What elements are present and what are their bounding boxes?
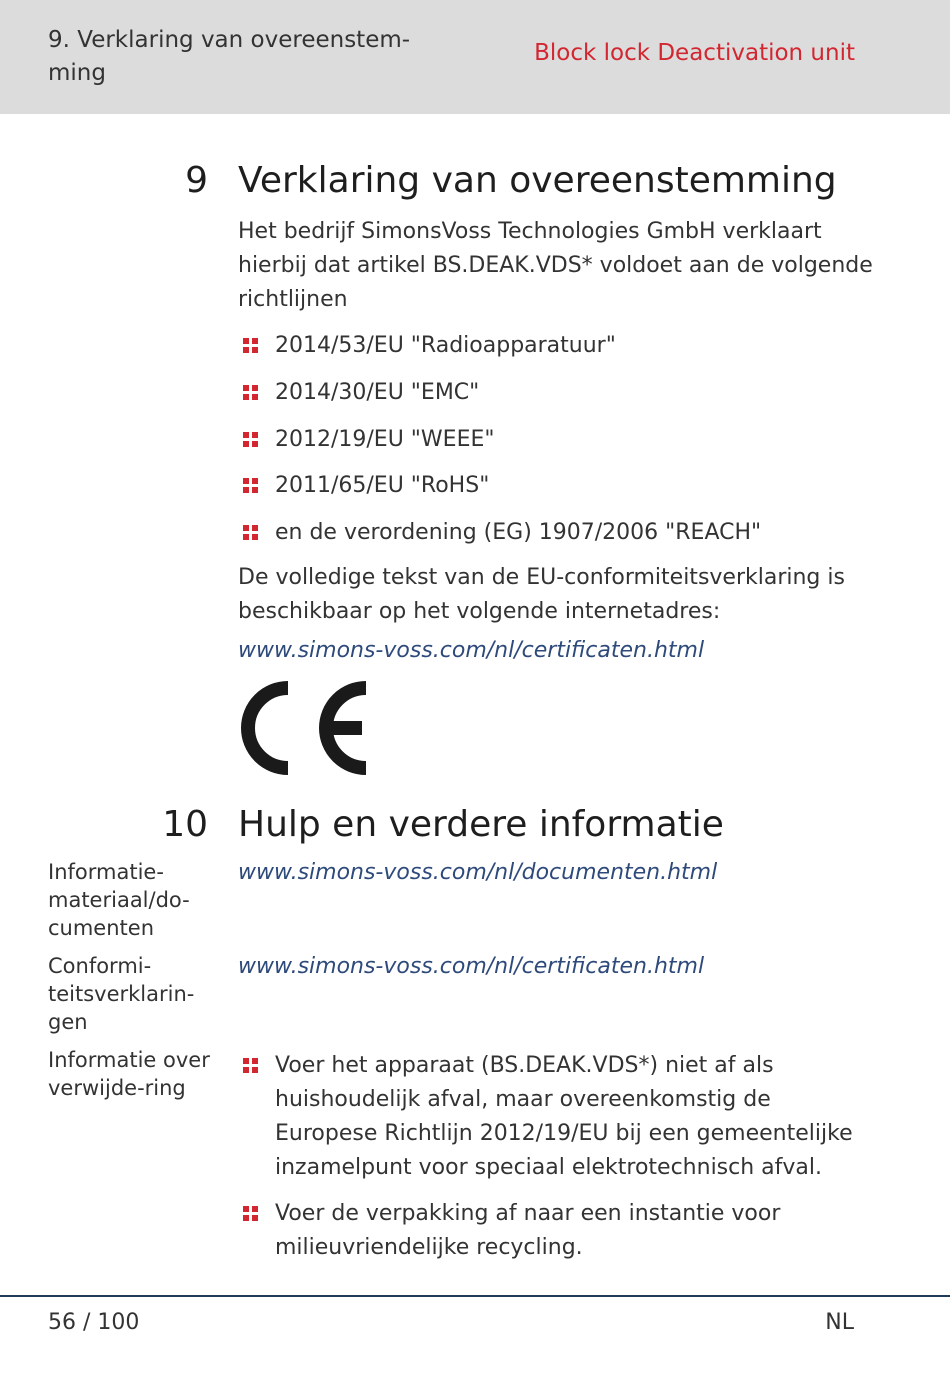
ce-mark-icon [236, 680, 376, 776]
header-product-name: Block lock Deactivation unit [534, 40, 855, 66]
directive-text: 2014/53/EU "Radioapparatuur" [275, 333, 616, 358]
bullet-square-icon [243, 525, 258, 540]
disposal-text: Voer de verpakking af naar een instantie voor milieuvriendelijke recycling. [275, 1201, 781, 1260]
bullet-square-icon [243, 432, 258, 447]
conformity-link[interactable]: www.simons-voss.com/nl/certificaten.html [238, 954, 705, 979]
directive-text: 2014/30/EU "EMC" [275, 380, 480, 405]
section-10-number: 10 [162, 804, 208, 845]
bullet-square-icon [243, 1058, 258, 1073]
footer-divider [0, 1295, 950, 1297]
disposal-text: Voer het apparaat (BS.DEAK.VDS*) niet af als huishoudelijk afval, maar overeenkomstig de Europese Richtlijn 2012/19/EU bij een gemeentelijke inzamelpunt voor speciaal elektrotechnisch afval. [275, 1053, 853, 1180]
directive-item [243, 329, 863, 363]
page-header [0, 0, 950, 114]
directive-item [243, 469, 863, 503]
bullet-square-icon [243, 1206, 258, 1221]
directive-text: 2011/65/EU "RoHS" [275, 473, 490, 498]
certificates-link[interactable]: www.simons-voss.com/nl/certificaten.html [238, 638, 705, 663]
bullet-square-icon [243, 478, 258, 493]
page-number: 56 / 100 [48, 1310, 140, 1335]
section-9-outro: De volledige tekst van de EU-conformiteitsverklaring is beschikbaar op het volgende internetadres: [238, 565, 845, 624]
bullet-square-icon [243, 385, 258, 400]
documents-link[interactable]: www.simons-voss.com/nl/documenten.html [238, 860, 718, 885]
disposal-item [243, 1197, 863, 1265]
header-chapter-title [48, 24, 428, 90]
section-9-title: Verklaring van overeenstemming [238, 160, 837, 201]
directive-text: en de verordening (EG) 1907/2006 "REACH" [275, 520, 762, 545]
side-label-conformity: Conformi-teitsverklarin-gen [48, 954, 195, 1034]
directive-item [243, 423, 863, 457]
header-chapter-line-1: 9. Verklaring van overeenstem- [48, 27, 411, 53]
side-label-disposal: Informatie over verwijde-ring [48, 1048, 210, 1100]
directive-item [243, 376, 863, 410]
section-9-intro: Het bedrijf SimonsVoss Technologies GmbH verklaart hierbij dat artikel BS.DEAK.VDS* voldoet aan de volgende richtlijnen [238, 219, 873, 312]
header-chapter-line-2: ming [48, 60, 106, 86]
language-code: NL [825, 1310, 854, 1335]
directive-text: 2012/19/EU "WEEE" [275, 427, 495, 452]
bullet-square-icon [243, 338, 258, 353]
disposal-item [243, 1049, 863, 1185]
section-9-number: 9 [185, 160, 208, 201]
directive-item [243, 516, 863, 550]
section-10-title: Hulp en verdere informatie [238, 804, 724, 845]
side-label-documents: Informatie-materiaal/do-cumenten [48, 860, 190, 940]
